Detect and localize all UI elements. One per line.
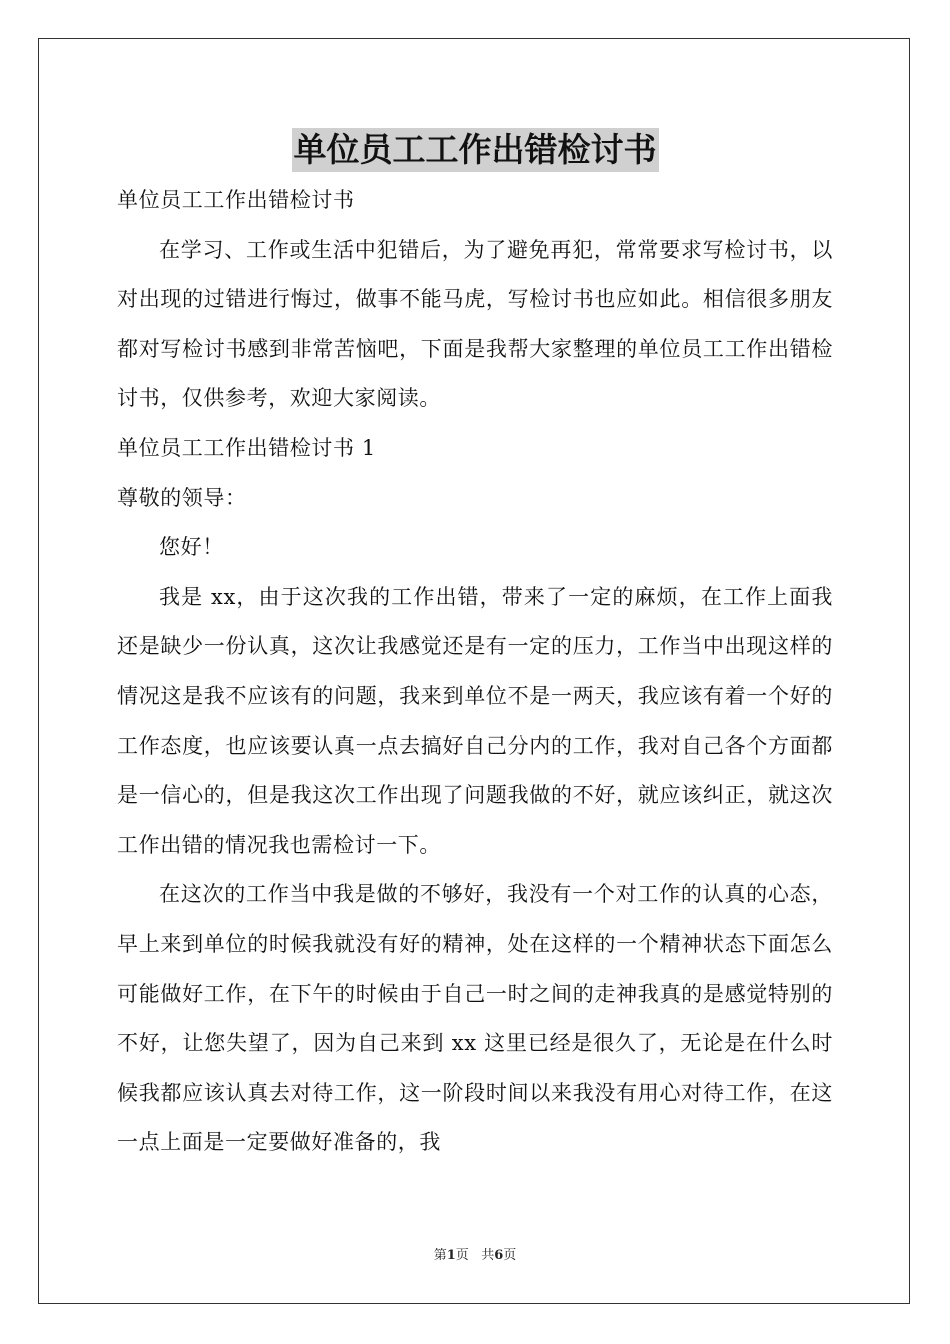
document-body bbox=[117, 176, 833, 1168]
paragraph: 尊敬的领导： bbox=[117, 485, 247, 510]
total-prefix: 共 bbox=[481, 1248, 495, 1263]
title-container bbox=[0, 128, 950, 172]
paragraph: 在学习、工作或生活中犯错后，为了避免再犯，常常要求写检讨书，以对出现的过错进行悔过，做事不能马虎，写检讨书也应如此。相信很多朋友都对写检讨书感到非常苦恼吧，下面是我帮大家整理的单位员工工作出错检讨书，仅供参考，欢迎大家阅读。 bbox=[117, 237, 833, 411]
document-title: 单位员工工作出错检讨书 bbox=[292, 128, 659, 172]
paragraph: 单位员工工作出错检讨书 bbox=[117, 188, 355, 212]
total-pages: 6 bbox=[494, 1248, 504, 1263]
paragraph: 您好！ bbox=[159, 535, 224, 560]
total-suffix: 页 bbox=[503, 1248, 517, 1263]
paragraph: 我是 xx，由于这次我的工作出错，带来了一定的麻烦，在工作上面我还是缺少一份认真，这次让我感觉还是有一定的压力，工作当中出现这样的情况这是我不应该有的问题，我来到单位不是一两天，我应该有着一个好的工作态度，也应该要认真一点去搞好自己分内的工作，我对自己各个方面都是一信心的，但是我这次工作出现了问题我做的不好，就应该纠正，就这次工作出错的情况我也需检讨一下。 bbox=[117, 584, 833, 857]
page-prefix: 第 bbox=[433, 1248, 447, 1263]
paragraph: 在这次的工作当中我是做的不够好，我没有一个对工作的认真的心态，早上来到单位的时候我就没有好的精神，处在这样的一个精神状态下面怎么可能做好工作，在下午的时候由于自己一时之间的走神我真的是感觉特别的不好，让您失望了，因为自己来到 xx 这里已经是很久了，无论是在什么时候我都应该认真去对待工作，这一阶段时间以来我没有用心对待工作，在这一点上面是一定要做好准备的，我 bbox=[117, 882, 833, 1155]
page-suffix: 页 bbox=[455, 1248, 469, 1263]
paragraph: 单位员工工作出错检讨书 1 bbox=[117, 435, 376, 460]
page-footer bbox=[0, 1247, 950, 1265]
page-number: 1 bbox=[446, 1248, 456, 1263]
